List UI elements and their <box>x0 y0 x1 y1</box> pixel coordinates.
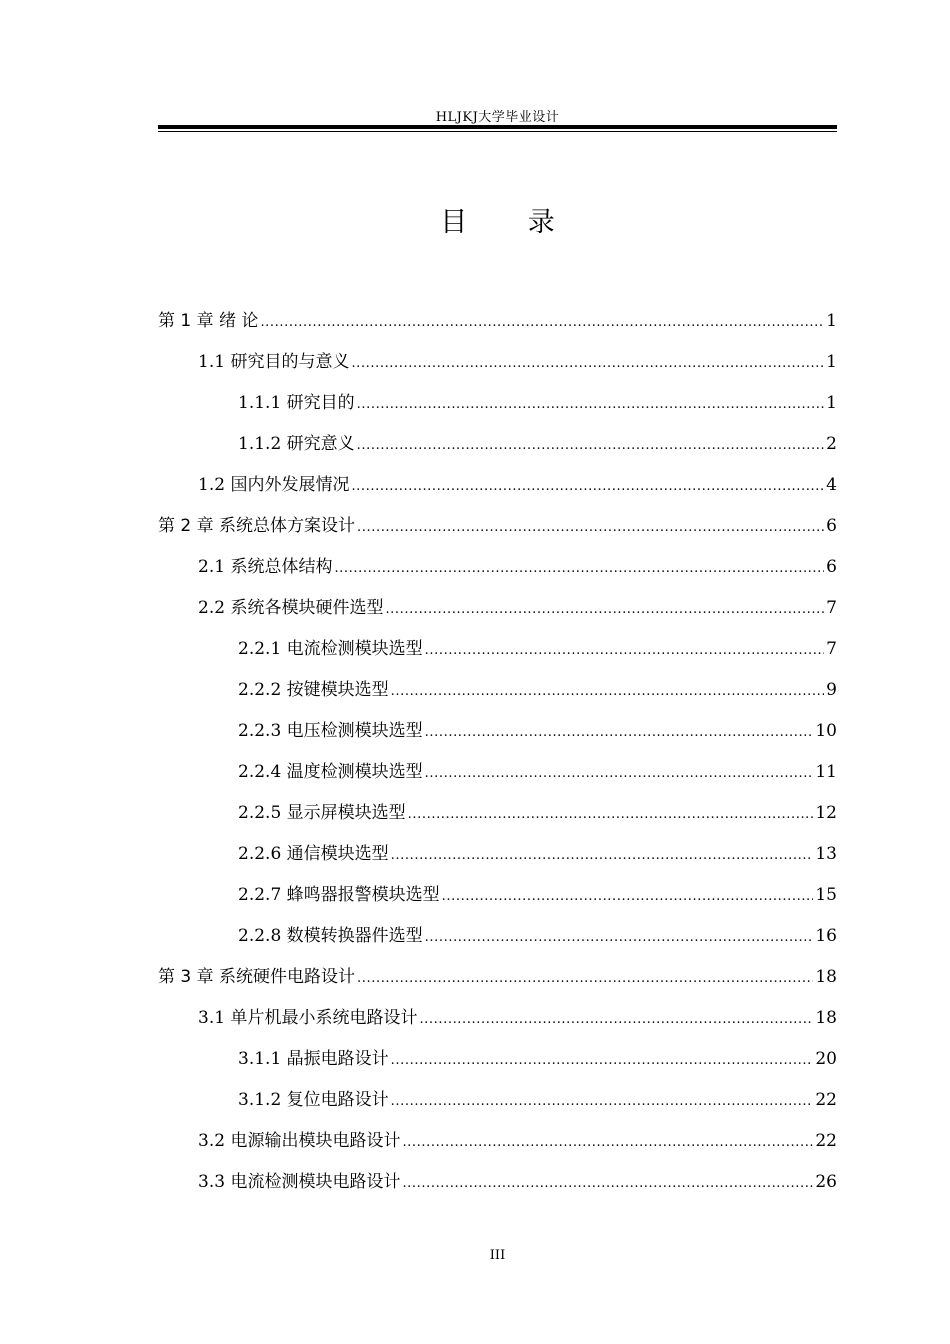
toc-entry-page: 22 <box>815 1131 837 1151</box>
toc-dot-leader <box>357 391 825 419</box>
toc-entry-page: 20 <box>815 1049 837 1069</box>
toc-entry-page: 7 <box>826 639 837 659</box>
toc-dot-leader <box>357 432 825 460</box>
toc-dot-leader <box>385 596 824 624</box>
toc-dot-leader <box>357 965 813 993</box>
toc-entry-label: 1.1.1 研究目的 <box>238 393 355 413</box>
toc-entry-label: 3.1 单片机最小系统电路设计 <box>198 1008 418 1028</box>
toc-entry-label: 3.2 电源输出模块电路设计 <box>198 1131 401 1151</box>
toc-dot-leader <box>391 1047 814 1075</box>
toc-entry[interactable] <box>238 922 837 950</box>
toc-dot-leader <box>442 883 814 911</box>
toc-entry[interactable] <box>198 471 837 499</box>
toc-entry-label: 3.1.2 复位电路设计 <box>238 1090 389 1110</box>
toc-entry-page: 1 <box>826 311 837 331</box>
toc-entry-page: 22 <box>815 1090 837 1110</box>
toc-entry[interactable] <box>198 594 837 622</box>
toc-entry-label: 2.2.6 通信模块选型 <box>238 844 389 864</box>
toc-entry-label: 2.2.1 电流检测模块选型 <box>238 639 423 659</box>
toc-dot-leader <box>408 801 814 829</box>
toc-entry[interactable] <box>198 1168 837 1196</box>
toc-dot-leader <box>425 760 814 788</box>
toc-entry-page: 15 <box>815 885 837 905</box>
toc-entry-page: 6 <box>826 557 837 577</box>
toc-dot-leader <box>402 1129 813 1157</box>
toc-entry[interactable] <box>238 840 837 868</box>
toc-entry-label: 2.2.5 显示屏模块选型 <box>238 803 406 823</box>
toc-entry[interactable] <box>158 307 837 335</box>
toc-entry-page: 13 <box>815 844 837 864</box>
toc-entry-page: 7 <box>826 598 837 618</box>
toc-entry-page: 18 <box>815 1008 837 1028</box>
toc-entry-page: 6 <box>826 516 837 536</box>
toc-entry-label: 2.1 系统总体结构 <box>198 557 333 577</box>
toc-entry-label: 第 2 章 系统总体方案设计 <box>158 516 356 536</box>
page-title: 目 录 <box>440 207 581 238</box>
toc-entry-page: 11 <box>815 762 837 782</box>
toc-dot-leader <box>425 637 825 665</box>
toc-entry-page: 1 <box>826 352 837 372</box>
toc-dot-leader <box>357 514 824 542</box>
page-number: III <box>489 1248 506 1263</box>
toc-dot-leader <box>260 309 824 337</box>
toc-entry-page: 9 <box>826 680 837 700</box>
toc-entry[interactable] <box>238 676 837 704</box>
toc-entry-label: 3.1.1 晶振电路设计 <box>238 1049 389 1069</box>
toc-entry-label: 2.2.4 温度检测模块选型 <box>238 762 423 782</box>
toc-entry[interactable] <box>238 717 837 745</box>
toc-entry-label: 1.1.2 研究意义 <box>238 434 355 454</box>
toc-dot-leader <box>351 473 824 501</box>
toc-dot-leader <box>391 678 825 706</box>
toc-entry[interactable] <box>238 758 837 786</box>
toc-dot-leader <box>425 719 814 747</box>
toc-dot-leader <box>334 555 824 583</box>
toc-entry[interactable] <box>158 963 837 991</box>
toc-dot-leader <box>419 1006 813 1034</box>
toc-entry-page: 2 <box>826 434 837 454</box>
toc-entry-page: 10 <box>815 721 837 741</box>
toc-entry-page: 18 <box>815 967 837 987</box>
toc-entry-page: 16 <box>815 926 837 946</box>
toc-entry-label: 2.2.2 按键模块选型 <box>238 680 389 700</box>
toc-entry-label: 2.2 系统各模块硬件选型 <box>198 598 384 618</box>
toc-entry[interactable] <box>198 348 837 376</box>
toc-entry[interactable] <box>238 430 837 458</box>
toc-entry-label: 1.2 国内外发展情况 <box>198 475 350 495</box>
toc-dot-leader <box>425 924 814 952</box>
toc-entry-label: 2.2.3 电压检测模块选型 <box>238 721 423 741</box>
toc-entry-page: 1 <box>826 393 837 413</box>
toc-entry[interactable] <box>198 1004 837 1032</box>
running-header: HLJKJ大学毕业设计 <box>435 110 560 125</box>
toc-entry-label: 2.2.7 蜂鸣器报警模块选型 <box>238 885 440 905</box>
toc-entry-label: 第 3 章 系统硬件电路设计 <box>158 967 356 987</box>
toc-dot-leader <box>402 1170 813 1198</box>
toc-dot-leader <box>351 350 824 378</box>
toc-entry[interactable] <box>198 1127 837 1155</box>
toc-entry-label: 3.3 电流检测模块电路设计 <box>198 1172 401 1192</box>
toc-entry[interactable] <box>238 635 837 663</box>
toc-dot-leader <box>391 842 814 870</box>
toc-entry-label: 1.1 研究目的与意义 <box>198 352 350 372</box>
toc-entry[interactable] <box>238 799 837 827</box>
toc-entry[interactable] <box>238 1086 837 1114</box>
toc-entry-page: 12 <box>815 803 837 823</box>
toc-dot-leader <box>391 1088 814 1116</box>
toc-entry[interactable] <box>238 389 837 417</box>
toc-entry-label: 2.2.8 数模转换器件选型 <box>238 926 423 946</box>
toc-entry[interactable] <box>198 553 837 581</box>
toc-entry-page: 26 <box>815 1172 837 1192</box>
toc-entry-label: 第 1 章 绪 论 <box>158 311 259 331</box>
header-rule-thin <box>158 131 837 132</box>
toc-entry[interactable] <box>158 512 837 540</box>
toc-entry[interactable] <box>238 1045 837 1073</box>
header-rule-thick <box>158 125 837 129</box>
toc-entry-page: 4 <box>826 475 837 495</box>
toc-entry[interactable] <box>238 881 837 909</box>
